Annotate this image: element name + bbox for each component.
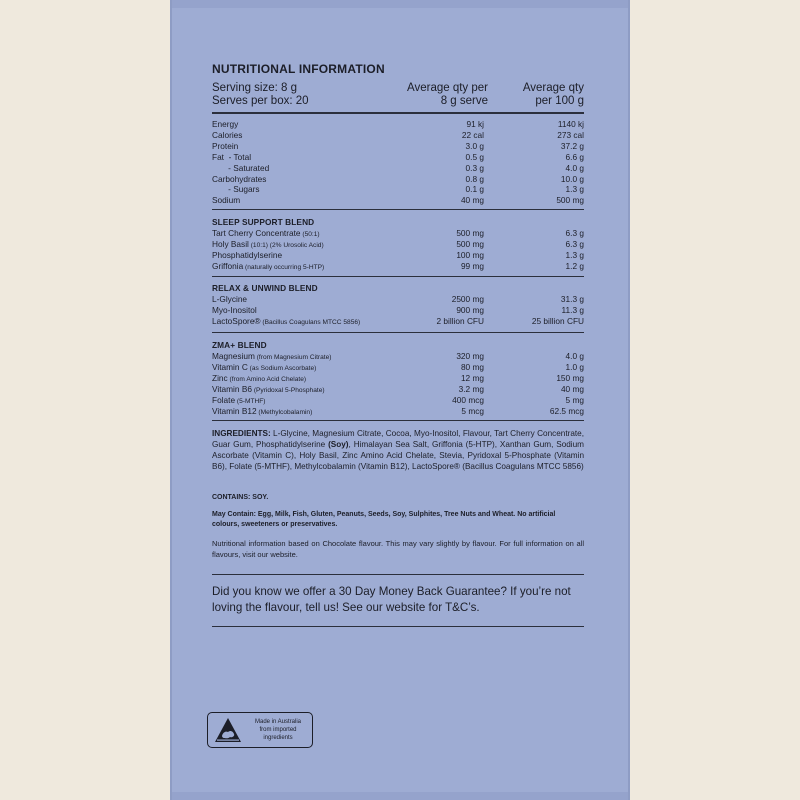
column-header-per-serve-line1: Average qty per [407,82,488,94]
serves-per-box: Serves per box: 20 [212,95,309,107]
table-row [212,316,584,327]
row-label: Sodium [212,195,241,206]
box-left-edge [170,0,172,800]
row-label: Griffonia (naturally occurring 5-HTP) [212,260,325,271]
column-header-per-100g-line1: Average qty [522,82,584,94]
table-row [212,174,584,185]
row-label: Fat - Total [212,151,252,162]
table-row [212,250,584,261]
row-value-per-serve: 500 mg [456,228,484,238]
row-value-per-100g: 4.0 g [565,162,584,173]
serving-size: Serving size: 8 g [212,82,298,94]
divider [212,574,584,575]
row-value-per-serve: 500 mg [456,238,484,249]
table-row [212,351,584,362]
row-label: Vitamin B6 (Pyridoxal 5-Phosphate) [212,383,325,394]
table-row [212,119,584,130]
table-row [212,163,584,174]
row-label: Magnesium (from Magnesium Citrate) [212,351,332,361]
row-value-per-serve: 2 billion CFU [436,315,484,326]
row-label: - Sugars [212,184,260,195]
table-row [212,384,584,395]
row-label: Vitamin C (as Sodium Ascorbate) [212,361,317,372]
row-value-per-100g: 6.3 g [565,228,584,238]
box-right-edge [628,0,630,800]
row-value-per-serve: 5 mcg [461,405,484,416]
row-label: Folate (5-MTHF) [212,394,266,405]
row-label-note: (naturally occurring 5-HTP) [243,263,325,271]
row-value-per-100g: 11.3 g [561,304,584,315]
row-value-per-100g: 1.3 g [565,184,584,195]
table-row [212,141,584,152]
row-label: Phosphatidylserine [212,249,283,260]
table-row [212,305,584,316]
badge-line3: ingredients [263,735,293,741]
row-label: Carbohydrates [212,173,267,184]
row-label: Myo-Inositol [212,304,257,315]
row-label: L-Glycine [212,294,248,304]
row-label: Calories [212,129,243,140]
badge-line1: Made in Australia [254,719,302,725]
row-value-per-100g: 25 billion CFU [531,315,584,326]
table-row [212,294,584,305]
row-label: Holy Basil (10:1) (2% Urosolic Acid) [212,238,324,249]
table-row [212,195,584,206]
ingredients-list-part1: L-Glycine, Magnesium Citrate, Cocoa, Myo-Inositol, Flavour, Tart Cherry Concentrate, Guar Gum, Phosphatidylserine [212,429,584,449]
row-label-note: (10:1) (2% Urosolic Acid) [248,241,324,249]
row-label-note: (5-MTHF) [235,397,266,405]
row-value-per-serve: 3.0 g [465,140,484,151]
table-row [212,228,584,239]
row-value-per-serve: 3.2 mg [458,383,484,394]
ingredients-list-part2: , Himalayan Sea Salt, Griffonia (5-HTP), Xanthan Gum, Sodium Ascorbate (Vitamin C), Holy Basil, Zinc Amino Acid Chelate, Stevia, Pyridoxal 5-Phosphate (Vitamin B6), Folate (5-MTHF), Methylcobalamin (Vitamin B12), LactoSpore® (Bacillus Coagulans MTCC 5856) [212,440,584,471]
row-value-per-serve: 2500 mg [451,294,484,304]
sleep-blend-title: SLEEP SUPPORT BLEND [212,217,315,227]
row-value-per-100g: 6.3 g [565,238,584,249]
row-value-per-serve: 400 mcg [452,394,484,405]
ingredients-text [212,428,584,472]
box-bottom-edge [170,792,630,800]
table-row [212,184,584,195]
row-label-note: (Methylcobalamin) [256,408,313,416]
row-value-per-100g: 5 mg [565,394,584,405]
table-row [212,406,584,417]
row-value-per-100g: 500 mg [556,195,584,206]
table-row [212,261,584,272]
row-value-per-100g: 1140 kj [557,119,584,129]
nutrition-title: NUTRITIONAL INFORMATION [212,62,385,76]
row-label-note: (Pyridoxal 5-Phosphate) [251,386,325,394]
row-label-note: (Bacillus Coagulans MTCC 5856) [260,318,361,326]
serving-info [212,82,309,108]
row-value-per-100g: 10.0 g [560,173,584,184]
badge-line2: from imported [259,727,297,733]
table-row [212,152,584,163]
row-label-note: (from Magnesium Citrate) [254,354,332,361]
row-label: Tart Cherry Concentrate (50:1) [212,228,320,238]
row-value-per-serve: 0.8 g [465,173,484,184]
row-value-per-serve: 99 mg [460,260,484,271]
row-label-note: (as Sodium Ascorbate) [247,364,317,372]
ingredients-allergen: (Soy) [328,440,349,449]
divider [212,276,584,277]
box-top-edge [170,0,630,8]
row-value-per-100g: 273 cal [557,129,584,140]
zma-blend-title: ZMA+ BLEND [212,340,267,350]
table-row [212,373,584,384]
divider [212,332,584,333]
table-row [212,395,584,406]
may-contain-statement: May Contain: Egg, Milk, Fish, Gluten, Peanuts, Seeds, Soy, Sulphites, Tree Nuts and Wheat. No artificial colours, sweeteners or preservatives. [212,511,556,528]
contains-allergens: CONTAINS: SOY. [212,494,269,501]
relax-blend-title: RELAX & UNWIND BLEND [212,283,318,293]
row-value-per-serve: 91 kj [466,119,484,129]
row-value-per-serve: 900 mg [456,304,484,315]
column-header-per-serve-line2: 8 g serve [440,95,488,107]
column-header-per-100g [484,82,584,108]
row-value-per-serve: 0.3 g [465,162,484,173]
row-value-per-serve: 100 mg [456,249,484,260]
row-value-per-100g: 6.6 g [565,151,584,162]
row-value-per-serve: 320 mg [456,351,484,361]
table-row [212,130,584,141]
row-label-note: (50:1) [300,231,320,238]
badge-text [246,718,310,742]
ingredients-label: INGREDIENTS: [212,429,271,438]
column-header-per-serve [388,82,488,108]
row-value-per-100g: 4.0 g [565,351,584,361]
table-row [212,362,584,373]
row-label: LactoSpore® (Bacillus Coagulans MTCC 5856) [212,315,361,326]
row-label: Protein [212,140,239,151]
row-value-per-serve: 0.5 g [465,151,484,162]
row-value-per-100g: 37.2 g [560,140,584,151]
row-label-note: (from Amino Acid Chelate) [227,375,307,383]
row-label: Energy [212,119,239,129]
row-label: Zinc (from Amino Acid Chelate) [212,372,307,383]
divider [212,112,584,114]
made-in-australia-badge [207,712,313,748]
row-value-per-serve: 80 mg [460,361,484,372]
money-back-guarantee: Did you know we offer a 30 Day Money Back Guarantee? If you’re not loving the flavour, tell us! See our website for T&C’s. [212,585,571,614]
row-label: Vitamin B12 (Methylcobalamin) [212,405,313,416]
made-in-australia-triangle-icon [214,717,242,743]
row-value-per-serve: 12 mg [460,372,484,383]
row-value-per-100g: 1.2 g [565,260,584,271]
table-row [212,239,584,250]
row-label: - Saturated [212,162,270,173]
divider [212,420,584,421]
row-value-per-100g: 40 mg [560,383,584,394]
row-value-per-100g: 150 mg [556,372,584,383]
divider [212,209,584,210]
row-value-per-100g: 31.3 g [560,294,584,304]
row-value-per-100g: 62.5 mcg [549,405,584,416]
row-value-per-100g: 1.3 g [565,249,584,260]
row-value-per-100g: 1.0 g [565,361,584,372]
column-header-per-100g-line2: per 100 g [535,95,584,107]
row-value-per-serve: 22 cal [461,129,484,140]
row-value-per-serve: 40 mg [460,195,484,206]
row-value-per-serve: 0.1 g [465,184,484,195]
nutrition-note: Nutritional information based on Chocolate flavour. This may vary slightly by flavour. For full information on all flavours, visit our website. [212,539,584,559]
divider [212,626,584,627]
